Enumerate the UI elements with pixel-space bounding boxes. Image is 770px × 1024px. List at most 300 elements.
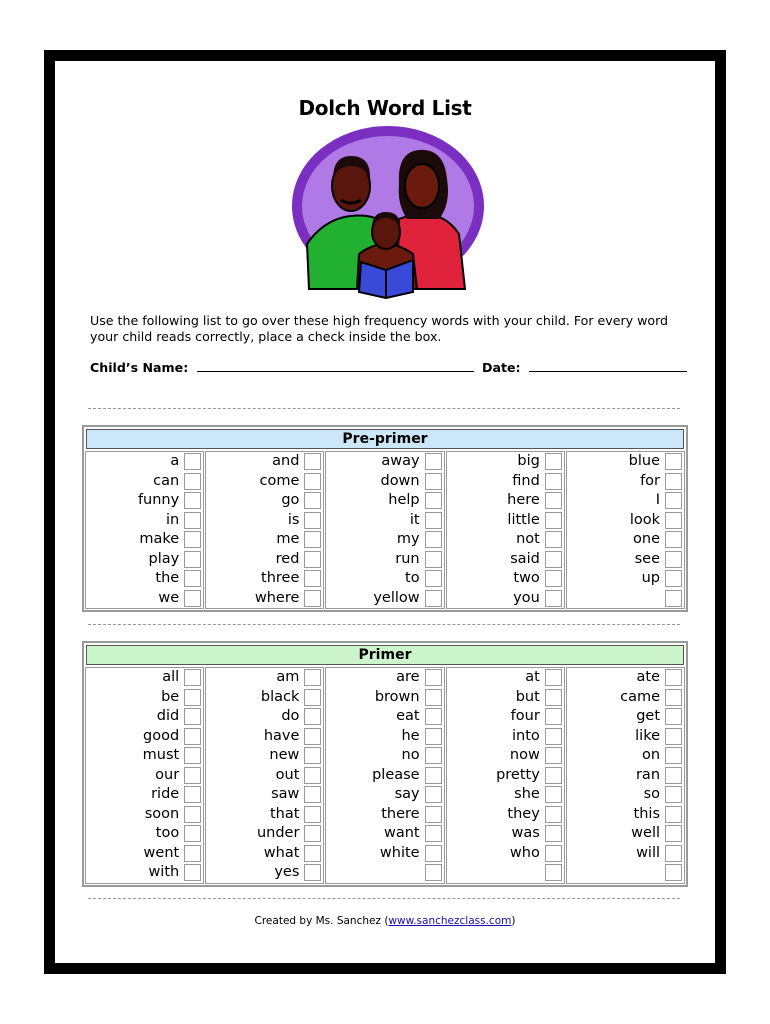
word-column [85, 451, 204, 609]
sight-word: the [155, 570, 180, 587]
word-row [567, 491, 684, 511]
check-box[interactable] [545, 728, 562, 745]
check-box[interactable] [304, 492, 321, 509]
word-row [206, 688, 323, 708]
check-box[interactable] [425, 689, 442, 706]
sight-word: brown [374, 688, 420, 705]
sight-word: you [513, 589, 540, 606]
check-box[interactable] [665, 806, 682, 823]
check-box[interactable] [425, 492, 442, 509]
word-row [206, 668, 323, 688]
website-link[interactable]: www.sanchezclass.com [388, 915, 512, 927]
childs-name-label: Child’s Name: [90, 360, 189, 375]
word-column [325, 451, 444, 609]
check-box[interactable] [184, 512, 201, 529]
check-box[interactable] [665, 570, 682, 587]
word-row [447, 688, 564, 708]
check-box[interactable] [184, 825, 201, 842]
check-box[interactable] [304, 570, 321, 587]
primer-columns [84, 665, 686, 885]
check-box[interactable] [665, 864, 682, 881]
sight-word: is [287, 511, 300, 528]
check-box[interactable] [184, 492, 201, 509]
check-box[interactable] [665, 512, 682, 529]
word-row [86, 530, 203, 550]
word-row [206, 452, 323, 472]
word-row [567, 511, 684, 531]
sight-word: came [620, 688, 661, 705]
word-row [567, 569, 684, 589]
check-box[interactable] [665, 473, 682, 490]
check-box[interactable] [304, 845, 321, 862]
check-box[interactable] [545, 669, 562, 686]
word-row [206, 707, 323, 727]
childs-name-field[interactable] [197, 360, 474, 372]
sight-word: help [388, 492, 420, 509]
word-row [567, 727, 684, 747]
check-box[interactable] [665, 590, 682, 607]
check-box[interactable] [304, 767, 321, 784]
check-box[interactable] [545, 689, 562, 706]
word-row [447, 452, 564, 472]
word-row [567, 550, 684, 570]
sight-word: so [643, 786, 661, 803]
word-row [86, 511, 203, 531]
sight-word: come [259, 472, 300, 489]
word-row [447, 766, 564, 786]
check-box[interactable] [425, 453, 442, 470]
check-box[interactable] [425, 570, 442, 587]
sight-word: saw [271, 786, 300, 803]
check-box[interactable] [425, 708, 442, 725]
word-row [326, 805, 443, 825]
check-box[interactable] [545, 453, 562, 470]
word-row [86, 688, 203, 708]
sight-word: like [635, 727, 661, 744]
word-row [326, 511, 443, 531]
check-box[interactable] [184, 708, 201, 725]
word-column [325, 667, 444, 884]
preprimer-table [82, 425, 688, 612]
sight-word: up [641, 570, 661, 587]
word-row [206, 844, 323, 864]
sight-word: for [640, 472, 661, 489]
word-row [326, 491, 443, 511]
word-column [446, 451, 565, 609]
sight-word: little [507, 511, 540, 528]
check-box[interactable] [665, 747, 682, 764]
sight-word: three [261, 570, 300, 587]
sight-word: want [383, 825, 420, 842]
word-row [86, 766, 203, 786]
check-box[interactable] [545, 512, 562, 529]
check-box[interactable] [425, 551, 442, 568]
check-box[interactable] [545, 786, 562, 803]
word-row [447, 824, 564, 844]
check-box[interactable] [665, 492, 682, 509]
sight-word: into [512, 727, 540, 744]
check-box[interactable] [184, 551, 201, 568]
word-row [206, 805, 323, 825]
word-row [326, 863, 443, 883]
check-box[interactable] [425, 531, 442, 548]
check-box[interactable] [545, 531, 562, 548]
sight-word: not [516, 531, 540, 548]
check-box[interactable] [304, 728, 321, 745]
check-box[interactable] [184, 747, 201, 764]
sight-word: we [158, 589, 180, 606]
word-row [447, 550, 564, 570]
sight-word: and [272, 453, 300, 470]
primer-heading: Primer [86, 645, 684, 665]
word-row [447, 863, 564, 883]
word-row [567, 844, 684, 864]
check-box[interactable] [304, 708, 321, 725]
sight-word: black [260, 688, 300, 705]
sight-word: funny [137, 492, 180, 509]
sight-word: yes [274, 864, 300, 881]
word-row [206, 530, 323, 550]
check-box[interactable] [665, 845, 682, 862]
check-box[interactable] [304, 864, 321, 881]
sight-word: here [507, 492, 540, 509]
sight-word: be [161, 688, 180, 705]
sight-word: out [275, 766, 300, 783]
check-box[interactable] [545, 492, 562, 509]
sight-word: play [148, 550, 180, 567]
word-row [447, 746, 564, 766]
check-box[interactable] [545, 806, 562, 823]
word-row [206, 511, 323, 531]
check-box[interactable] [545, 551, 562, 568]
word-row [86, 746, 203, 766]
divider [88, 898, 680, 899]
sight-word: look [629, 511, 661, 528]
word-row [447, 707, 564, 727]
word-column [566, 667, 685, 884]
sight-word: at [525, 669, 540, 686]
check-box[interactable] [184, 806, 201, 823]
check-box[interactable] [665, 453, 682, 470]
check-box[interactable] [304, 825, 321, 842]
check-box[interactable] [304, 453, 321, 470]
word-row [206, 472, 323, 492]
check-box[interactable] [665, 708, 682, 725]
word-row [447, 472, 564, 492]
check-box[interactable] [545, 825, 562, 842]
sight-word: make [139, 531, 180, 548]
word-row [447, 530, 564, 550]
sight-word: me [276, 531, 300, 548]
word-row [567, 766, 684, 786]
word-row [86, 550, 203, 570]
sight-word: they [507, 805, 540, 822]
sight-word: one [633, 531, 661, 548]
check-box[interactable] [545, 767, 562, 784]
word-row [206, 569, 323, 589]
check-box[interactable] [665, 786, 682, 803]
check-box[interactable] [304, 590, 321, 607]
word-row [326, 844, 443, 864]
word-row [206, 766, 323, 786]
word-row [86, 727, 203, 747]
check-box[interactable] [304, 473, 321, 490]
check-box[interactable] [304, 786, 321, 803]
word-row [86, 668, 203, 688]
page-title: Dolch Word List [298, 96, 472, 120]
check-box[interactable] [545, 473, 562, 490]
check-box[interactable] [665, 825, 682, 842]
word-row [326, 569, 443, 589]
word-row [86, 707, 203, 727]
sight-word: will [636, 844, 661, 861]
word-row [567, 863, 684, 883]
word-row [326, 824, 443, 844]
sight-word: run [395, 550, 420, 567]
sight-word: four [510, 708, 540, 725]
word-row [326, 452, 443, 472]
check-box[interactable] [545, 570, 562, 587]
sight-word: did [156, 708, 180, 725]
sight-word: new [269, 747, 300, 764]
sight-word: do [281, 708, 300, 725]
word-row [326, 688, 443, 708]
word-row [567, 746, 684, 766]
check-box[interactable] [665, 531, 682, 548]
sight-word: on [641, 747, 661, 764]
check-box[interactable] [665, 689, 682, 706]
check-box[interactable] [304, 689, 321, 706]
word-row [86, 472, 203, 492]
check-box[interactable] [184, 786, 201, 803]
sight-word: under [256, 825, 300, 842]
check-box[interactable] [425, 825, 442, 842]
sight-word: it [409, 511, 420, 528]
check-box[interactable] [545, 747, 562, 764]
sight-word: who [509, 844, 540, 861]
footer-credit: Created by Ms. Sanchez (www.sanchezclass.com) [254, 915, 516, 927]
sight-word: good [143, 727, 180, 744]
sight-word: well [631, 825, 661, 842]
sight-word: but [515, 688, 540, 705]
check-box[interactable] [425, 845, 442, 862]
word-row [86, 589, 203, 609]
divider [88, 624, 680, 625]
sight-word: ate [636, 669, 661, 686]
word-row [447, 785, 564, 805]
family-reading-clipart [289, 124, 487, 299]
check-box[interactable] [184, 689, 201, 706]
word-row [206, 491, 323, 511]
check-box[interactable] [184, 767, 201, 784]
word-row [447, 727, 564, 747]
sight-word: red [275, 550, 300, 567]
word-row [326, 550, 443, 570]
check-box[interactable] [665, 767, 682, 784]
word-row [567, 668, 684, 688]
word-row [206, 727, 323, 747]
name-date-row [90, 360, 690, 375]
check-box[interactable] [184, 590, 201, 607]
sight-word: to [405, 570, 420, 587]
sight-word: said [510, 550, 540, 567]
check-box[interactable] [184, 570, 201, 587]
sight-word: all [162, 669, 180, 686]
word-column [205, 667, 324, 884]
sight-word: two [513, 570, 540, 587]
check-box[interactable] [425, 473, 442, 490]
word-row [206, 785, 323, 805]
sight-word: please [372, 766, 420, 783]
word-row [86, 805, 203, 825]
word-row [86, 569, 203, 589]
word-row [326, 472, 443, 492]
check-box[interactable] [184, 453, 201, 470]
check-box[interactable] [425, 512, 442, 529]
check-box[interactable] [665, 728, 682, 745]
check-box[interactable] [304, 551, 321, 568]
check-box[interactable] [184, 728, 201, 745]
word-row [86, 844, 203, 864]
check-box[interactable] [425, 590, 442, 607]
word-column [446, 667, 565, 884]
check-box[interactable] [184, 531, 201, 548]
word-column [85, 667, 204, 884]
word-row [206, 589, 323, 609]
word-row [567, 472, 684, 492]
word-row [567, 785, 684, 805]
check-box[interactable] [425, 864, 442, 881]
primer-table [82, 641, 688, 887]
sight-word: yellow [373, 589, 420, 606]
sight-word: must [142, 747, 180, 764]
sight-word: am [276, 669, 300, 686]
word-row [447, 844, 564, 864]
sight-word: soon [144, 805, 180, 822]
check-box[interactable] [184, 864, 201, 881]
word-row [326, 530, 443, 550]
word-row [567, 805, 684, 825]
check-box[interactable] [665, 669, 682, 686]
word-column [566, 451, 685, 609]
word-row [86, 452, 203, 472]
check-box[interactable] [665, 551, 682, 568]
preprimer-columns [84, 449, 686, 610]
date-label: Date: [482, 360, 521, 375]
word-row [206, 746, 323, 766]
word-row [447, 668, 564, 688]
sight-word: white [379, 844, 420, 861]
sight-word: he [401, 727, 420, 744]
check-box[interactable] [545, 864, 562, 881]
sight-word: get [636, 708, 661, 725]
sight-word: there [381, 805, 420, 822]
sight-word: went [143, 844, 180, 861]
date-field[interactable] [529, 360, 687, 372]
sight-word: pretty [496, 766, 540, 783]
check-box[interactable] [304, 512, 321, 529]
sight-word: where [254, 589, 300, 606]
check-box[interactable] [184, 669, 201, 686]
sight-word: big [517, 453, 540, 470]
sight-word: no [401, 747, 420, 764]
word-row [206, 863, 323, 883]
word-row [326, 668, 443, 688]
word-row [86, 785, 203, 805]
word-row [206, 824, 323, 844]
word-row [567, 530, 684, 550]
sight-word: my [396, 531, 420, 548]
check-box[interactable] [425, 728, 442, 745]
check-box[interactable] [545, 708, 562, 725]
sight-word: can [153, 472, 180, 489]
sight-word: find [512, 472, 540, 489]
word-row [326, 746, 443, 766]
sight-word: ran [635, 766, 661, 783]
word-row [567, 824, 684, 844]
sight-word: that [269, 805, 300, 822]
instructions-text: Use the following list to go over these high frequency words with your child. For every word your child reads correctly, place a check inside the box. [90, 313, 669, 344]
word-row [567, 688, 684, 708]
sight-word: in [165, 511, 180, 528]
word-row [447, 491, 564, 511]
check-box[interactable] [184, 473, 201, 490]
check-box[interactable] [545, 845, 562, 862]
word-row [447, 805, 564, 825]
word-row [86, 491, 203, 511]
sight-word: I [655, 492, 661, 509]
word-row [326, 727, 443, 747]
sight-word: say [394, 786, 420, 803]
word-row [447, 511, 564, 531]
word-row [326, 766, 443, 786]
sight-word: our [155, 766, 180, 783]
check-box[interactable] [304, 531, 321, 548]
sight-word: too [155, 825, 180, 842]
check-box[interactable] [184, 845, 201, 862]
check-box[interactable] [425, 767, 442, 784]
word-row [567, 452, 684, 472]
sight-word: this [633, 805, 661, 822]
word-row [86, 863, 203, 883]
sight-word: was [511, 825, 540, 842]
sight-word: down [380, 472, 420, 489]
check-box[interactable] [304, 747, 321, 764]
check-box[interactable] [304, 806, 321, 823]
check-box[interactable] [425, 806, 442, 823]
word-row [206, 550, 323, 570]
word-row [447, 569, 564, 589]
check-box[interactable] [425, 669, 442, 686]
word-row [567, 589, 684, 609]
check-box[interactable] [425, 786, 442, 803]
divider [88, 408, 680, 409]
word-row [326, 707, 443, 727]
word-row [86, 824, 203, 844]
check-box[interactable] [304, 669, 321, 686]
preprimer-heading: Pre-primer [86, 429, 684, 449]
word-row [326, 785, 443, 805]
sight-word: blue [628, 453, 661, 470]
sight-word: have [263, 727, 300, 744]
check-box[interactable] [425, 747, 442, 764]
word-row [326, 589, 443, 609]
sight-word: go [281, 492, 300, 509]
sight-word: with [148, 864, 180, 881]
word-row [567, 707, 684, 727]
check-box[interactable] [545, 590, 562, 607]
sight-word: now [509, 747, 540, 764]
